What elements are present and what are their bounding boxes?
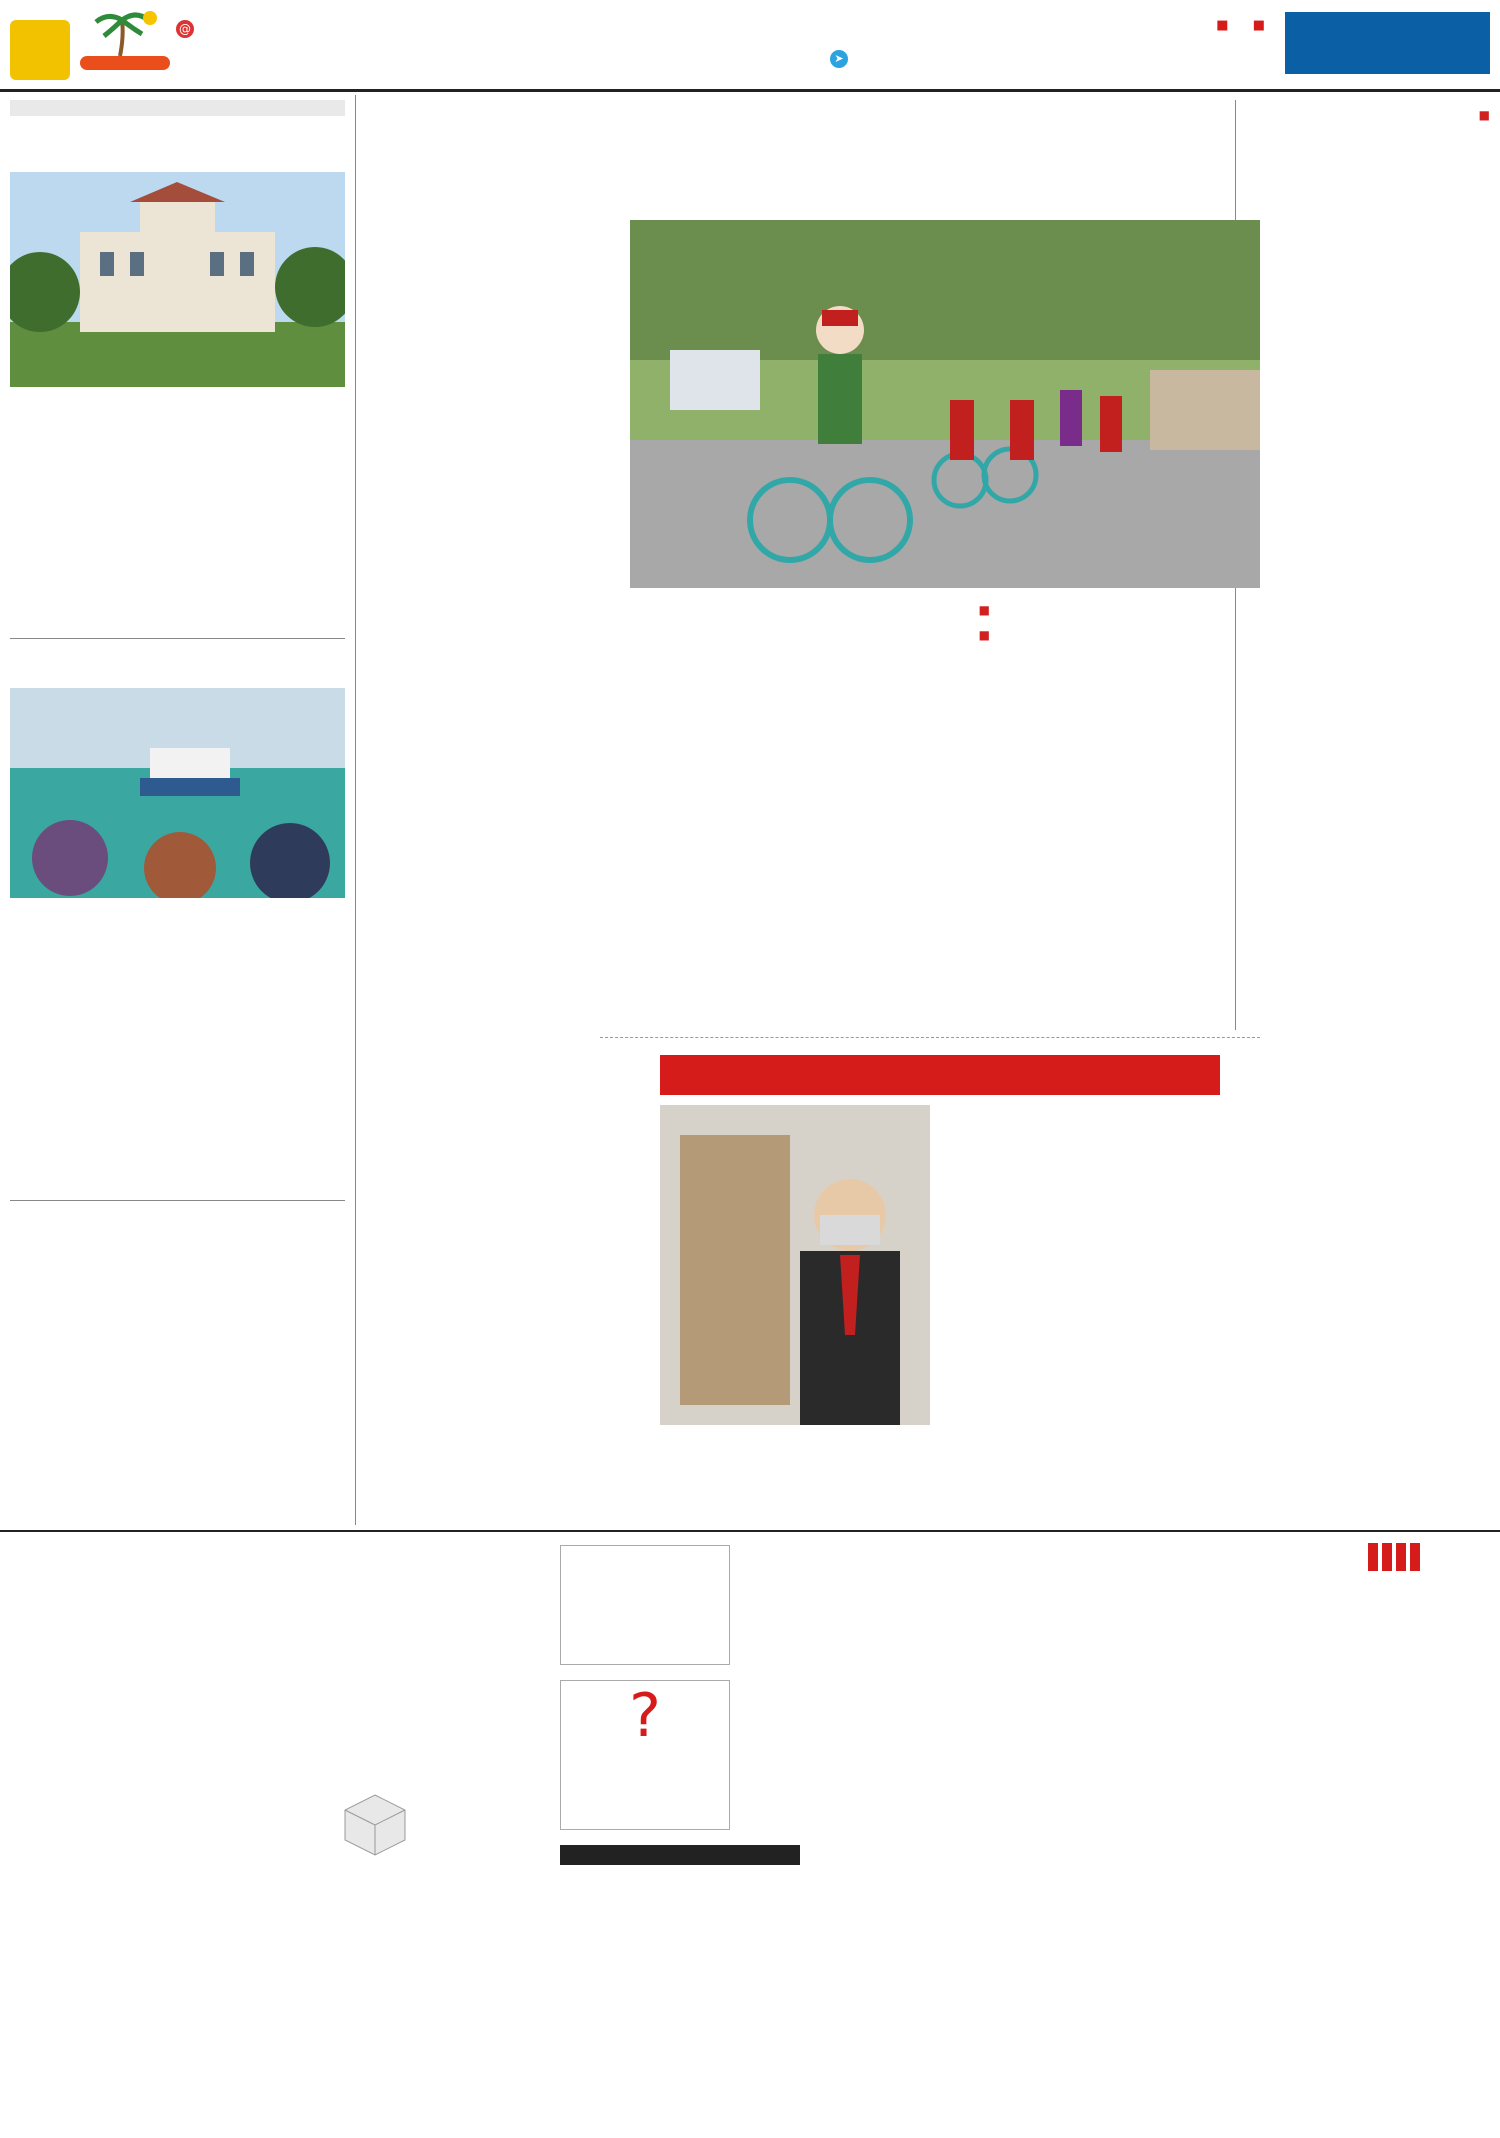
report-col3 [660,1430,930,1525]
palm-tree-icon [80,6,170,82]
main-story-col3 [760,595,990,1035]
sasanian-relief-photo [660,1105,930,1425]
crossword-title-letter [1410,1543,1420,1571]
sudoku-hard-info [340,1900,530,1914]
section-divider [10,1200,345,1201]
subheading [760,626,990,645]
telegram-icon: ➤ [830,50,848,68]
main-story-col1 [1240,100,1490,1035]
story-text [10,1250,345,1520]
main-story-col5 [365,100,590,1035]
report-col1 [1240,1045,1490,1525]
section-divider [10,638,345,639]
crossword-grid[interactable] [835,1720,1235,2125]
crossword-title-letter [1396,1543,1406,1571]
main-story-col4 [600,595,750,1035]
story-text [10,905,345,1190]
answer-grid [560,1868,800,2123]
crossword-title-letter [1382,1543,1392,1571]
solution-grid-easy [560,1545,730,1665]
telegram-block[interactable] [830,50,848,68]
subheading [760,601,990,620]
masthead [0,0,1500,92]
crossword-clues-extra [830,1540,1220,1700]
crossword-row-numbers [1238,1720,1258,2125]
newspaper-logo[interactable] [1285,12,1490,74]
main-story-col2 [1000,595,1230,1035]
saadabad-palace-photo [10,172,345,387]
report-headline [660,1055,1220,1095]
report-label [600,1037,1260,1040]
story-text [10,395,345,625]
story-label [10,100,345,116]
sudoku-easy-info [340,1570,530,1578]
crossword-clues [1240,1580,1490,2130]
crossword-title-letter [1368,1543,1378,1571]
sea-travel-photo [10,688,345,898]
main-photo-nowruz-parade [630,220,1260,588]
page-number [10,20,70,80]
crossword-title [1290,1540,1490,1574]
subheading [1240,106,1490,125]
issue-info: ■ ■ [1216,18,1265,33]
column-divider [355,95,356,1525]
sudoku-cube-icon [340,1790,410,1860]
question-mark-icon: ? [560,1680,730,1830]
email-block[interactable] [170,20,194,38]
answer-label [560,1845,800,1865]
report-col4 [365,1060,650,1525]
email-icon: @ [176,20,194,38]
report-col2 [940,1105,1225,1525]
